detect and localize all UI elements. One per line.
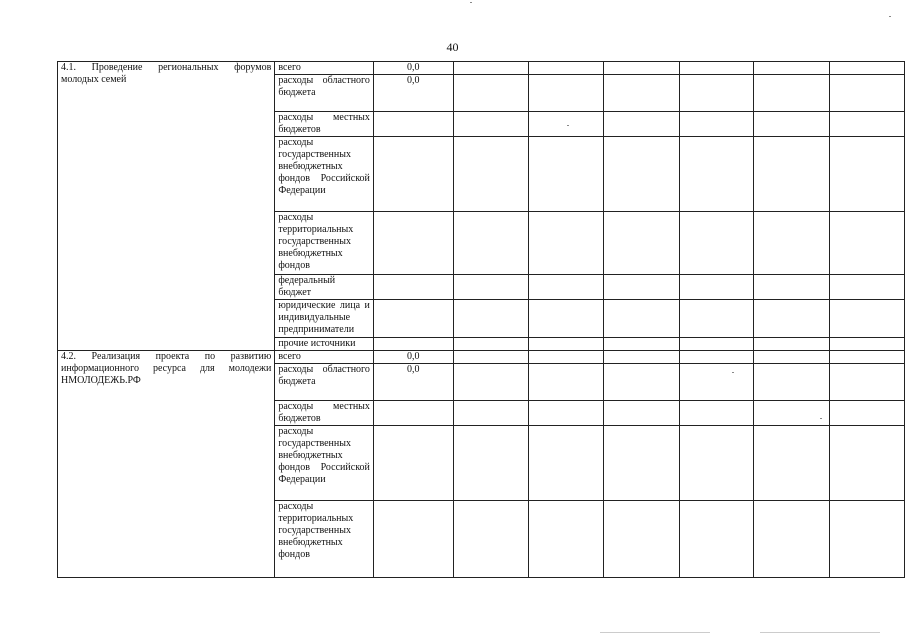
funding-source-cell: всего [275,351,374,364]
value-cell [373,338,453,351]
funding-source-cell: расходы областного бюджета [275,364,374,401]
empty-cell [453,112,529,137]
scan-speck [732,372,734,373]
empty-cell [680,137,754,212]
empty-cell [453,401,529,426]
empty-cell [754,426,830,501]
table-row [58,62,905,75]
empty-cell [680,338,754,351]
empty-cell [529,426,604,501]
empty-cell [680,300,754,338]
empty-cell [680,75,754,112]
funding-source-cell: расходы областного бюджета [275,75,374,112]
funding-source-cell: расходы местных бюджетов [275,401,374,426]
empty-cell [453,300,529,338]
empty-cell [529,75,604,112]
empty-cell [604,75,680,112]
task-title-line: НМОЛОДЕЖЬ.РФ [61,375,141,386]
empty-cell [680,501,754,578]
empty-cell [453,275,529,300]
empty-cell [529,338,604,351]
empty-cell [830,112,905,137]
empty-cell [604,501,680,578]
task-title [58,62,275,351]
task-title-line: 4.1. Проведение региональных форумов [61,62,272,73]
empty-cell [453,351,529,364]
value-cell: 0,0 [373,364,453,401]
funding-source-cell: расходы государственных внебюджетных фондов Российской Федерации [275,137,374,212]
scan-speck [889,16,891,17]
empty-cell [680,401,754,426]
empty-cell [453,501,529,578]
empty-cell [754,275,830,300]
empty-cell [604,351,680,364]
empty-cell [830,275,905,300]
empty-cell [680,426,754,501]
empty-cell [830,401,905,426]
funding-source-cell: федеральный бюджет [275,275,374,300]
empty-cell [680,364,754,401]
empty-cell [754,300,830,338]
empty-cell [830,62,905,75]
empty-cell [529,364,604,401]
empty-cell [604,300,680,338]
empty-cell [529,112,604,137]
empty-cell [680,212,754,275]
value-cell [373,426,453,501]
empty-cell [529,401,604,426]
empty-cell [604,426,680,501]
empty-cell [754,212,830,275]
task-title-line: 4.2. Реализация проекта по развитию [61,351,272,362]
empty-cell [453,212,529,275]
empty-cell [754,62,830,75]
scan-speck [470,2,472,3]
value-cell [373,212,453,275]
empty-cell [529,351,604,364]
empty-cell [680,351,754,364]
empty-cell [754,364,830,401]
empty-cell [529,501,604,578]
empty-cell [754,137,830,212]
empty-cell [453,62,529,75]
empty-cell [604,62,680,75]
empty-cell [680,62,754,75]
empty-cell [830,426,905,501]
empty-cell [453,75,529,112]
value-cell [373,275,453,300]
empty-cell [529,62,604,75]
empty-cell [754,501,830,578]
scan-speck [760,632,880,633]
value-cell [373,501,453,578]
value-cell: 0,0 [373,62,453,75]
funding-source-cell: всего [275,62,374,75]
budget-table [57,61,905,578]
scan-speck [820,418,822,419]
empty-cell [754,338,830,351]
task-title [58,351,275,578]
empty-cell [529,212,604,275]
scan-speck [567,125,569,126]
empty-cell [830,364,905,401]
empty-cell [604,338,680,351]
empty-cell [453,338,529,351]
empty-cell [830,501,905,578]
empty-cell [453,137,529,212]
value-cell [373,112,453,137]
empty-cell [604,112,680,137]
empty-cell [604,401,680,426]
empty-cell [453,364,529,401]
empty-cell [604,212,680,275]
table-row [58,351,905,364]
empty-cell [754,75,830,112]
empty-cell [830,137,905,212]
scan-speck [600,632,710,633]
funding-source-cell: расходы территориальных государственных внебюджетных фондов [275,501,374,578]
empty-cell [754,401,830,426]
empty-cell [754,112,830,137]
empty-cell [680,275,754,300]
empty-cell [604,275,680,300]
value-cell [373,300,453,338]
empty-cell [830,351,905,364]
value-cell: 0,0 [373,75,453,112]
funding-source-cell: прочие источники [275,338,374,351]
empty-cell [830,75,905,112]
empty-cell [529,275,604,300]
empty-cell [830,212,905,275]
funding-source-cell: юридические лица и индивидуальные предприниматели [275,300,374,338]
funding-source-cell: расходы территориальных государственных внебюджетных фондов [275,212,374,275]
empty-cell [529,137,604,212]
empty-cell [830,338,905,351]
value-cell [373,401,453,426]
task-title-line: информационного ресурса для молодежи [61,363,272,374]
empty-cell [604,137,680,212]
funding-source-cell: расходы государственных внебюджетных фондов Российской Федерации [275,426,374,501]
empty-cell [604,364,680,401]
empty-cell [453,426,529,501]
value-cell [373,137,453,212]
funding-source-cell: расходы местных бюджетов [275,112,374,137]
empty-cell [529,300,604,338]
page-number: 40 [446,40,459,54]
empty-cell [680,112,754,137]
empty-cell [754,351,830,364]
empty-cell [830,300,905,338]
task-title-line: молодых семей [61,74,127,85]
value-cell: 0,0 [373,351,453,364]
